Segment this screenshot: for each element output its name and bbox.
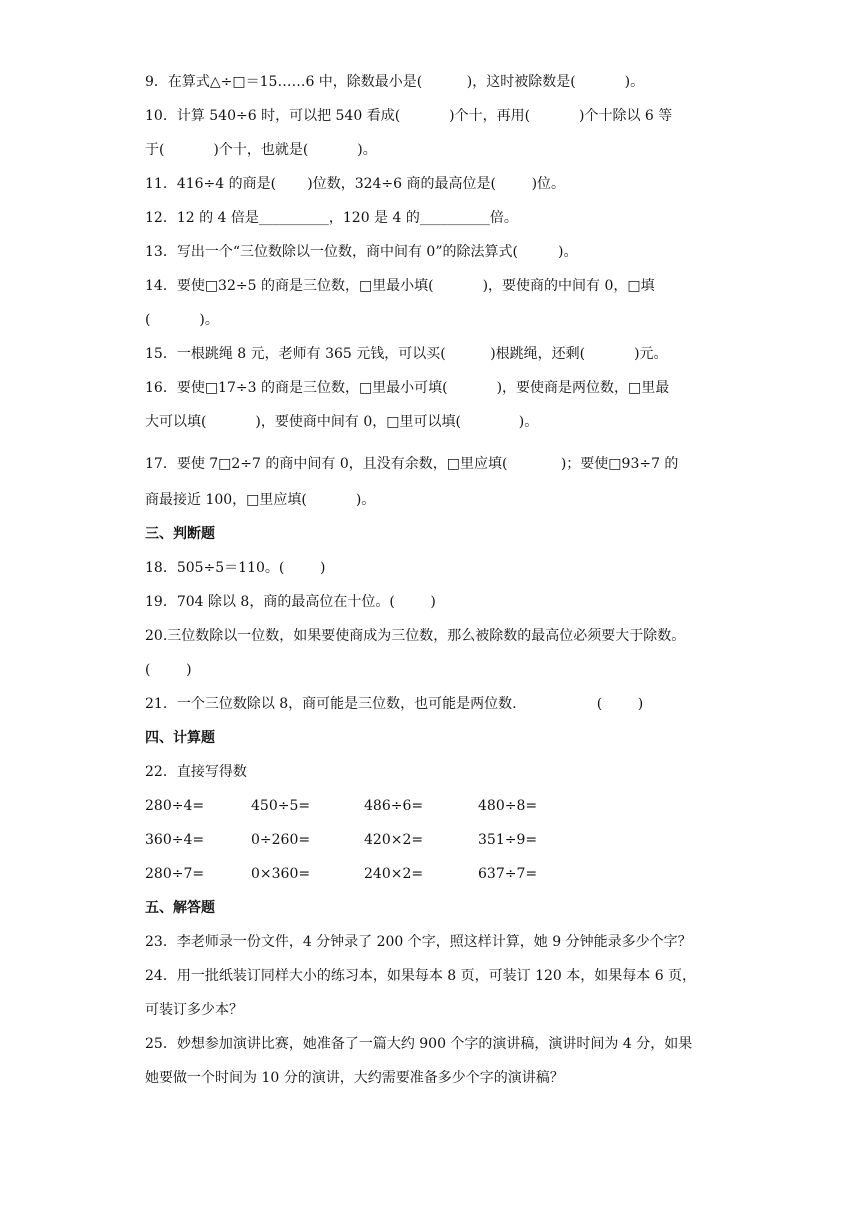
question-20-line-2: ( ): [145, 662, 192, 678]
question-16-line-2: 大可以填( )，要使商中间有 0，□里可以填( )。: [145, 414, 539, 430]
question-20-line-1: 20.三位数除以一位数，如果要使商成为三位数，那么被除数的最高位必须要大于除数。: [145, 628, 686, 644]
calc-item: 486÷6=: [364, 798, 424, 814]
question-9: 9．在算式△÷□＝15……6 中，除数最小是( )，这时被除数是( )。: [145, 74, 645, 90]
calc-item: 240×2=: [364, 866, 424, 882]
question-15: 15．一根跳绳 8 元，老师有 365 元钱，可以买( )根跳绳，还剩( )元。: [145, 346, 668, 362]
question-14-line-2: ( )。: [145, 312, 219, 328]
calc-item: 0÷260=: [251, 832, 311, 848]
question-18: 18．505÷5＝110。( ): [145, 560, 326, 576]
calc-item: 637÷7=: [478, 866, 538, 882]
question-24-line-2: 可装订多少本？: [145, 1002, 243, 1018]
question-24-line-1: 24．用一批纸装订同样大小的练习本，如果每本 8 页，可装订 120 本，如果每本 6 页，: [145, 968, 697, 984]
section-4-title: 四、计算题: [145, 730, 215, 746]
question-21: 21．一个三位数除以 8，商可能是三位数，也可能是两位数. ( ): [145, 696, 644, 712]
question-10-line-2: 于( )个十，也就是( )。: [145, 142, 377, 158]
question-25-line-1: 25．妙想参加演讲比赛，她准备了一篇大约 900 个字的演讲稿，演讲时间为 4 分，如果: [145, 1036, 693, 1052]
question-23: 23．李老师录一份文件，4 分钟录了 200 个字，照这样计算，她 9 分钟能录多少个字？: [145, 934, 692, 950]
question-22: 22．直接写得数: [145, 764, 247, 780]
calc-item: 280÷7=: [145, 866, 205, 882]
question-17-line-1: 17．要使 7□2÷7 的商中间有 0，且没有余数，□里应填( )；要使□93÷7 的: [145, 456, 679, 472]
calc-item: 450÷5=: [251, 798, 311, 814]
calc-item: 351÷9=: [478, 832, 538, 848]
calc-item: 360÷4=: [145, 832, 205, 848]
question-11: 11．416÷4 的商是( )位数，324÷6 商的最高位是( )位。: [145, 176, 566, 192]
question-17-line-2: 商最接近 100，□里应填( )。: [145, 492, 376, 508]
section-3-title: 三、判断题: [145, 526, 215, 542]
question-25-line-2: 她要做一个时间为 10 分的演讲，大约需要准备多少个字的演讲稿？: [145, 1070, 564, 1086]
calc-item: 280÷4=: [145, 798, 205, 814]
section-5-title: 五、解答题: [145, 900, 215, 916]
calc-item: 480÷8=: [478, 798, 538, 814]
question-10-line-1: 10．计算 540÷6 时，可以把 540 看成( )个十，再用( )个十除以 6 等: [145, 108, 673, 124]
calc-item: 420×2=: [364, 832, 424, 848]
calc-item: 0×360=: [251, 866, 311, 882]
question-14-line-1: 14．要使□32÷5 的商是三位数，□里最小填( )，要使商的中间有 0，□填: [145, 278, 655, 294]
question-12: 12．12 的 4 倍是__________，120 是 4 的__________倍。: [145, 210, 518, 226]
question-13: 13．写出一个“三位数除以一位数，商中间有 0”的除法算式( )。: [145, 244, 578, 260]
question-16-line-1: 16．要使□17÷3 的商是三位数，□里最小可填( )，要使商是两位数，□里最: [145, 380, 670, 396]
question-19: 19．704 除以 8，商的最高位在十位。( ): [145, 594, 436, 610]
